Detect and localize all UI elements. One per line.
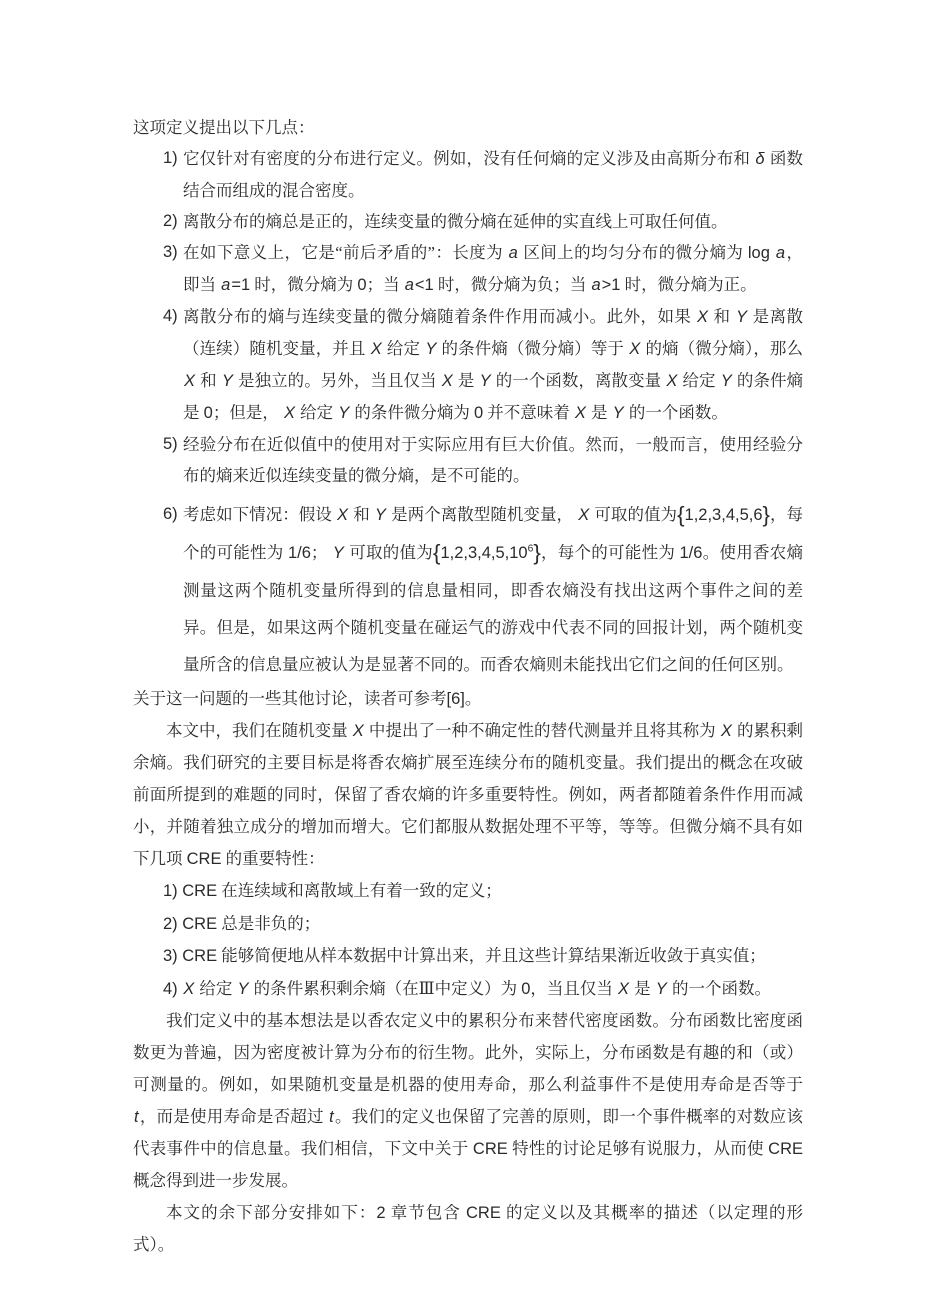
text-run: 的一个函数。 xyxy=(624,403,728,422)
text-run: ，即当 xyxy=(183,243,803,294)
text-run: 在连续域和离散域上有着一致的定义； xyxy=(217,881,502,900)
math-variable: Y xyxy=(655,979,667,998)
text-run: 可取的值为 xyxy=(590,505,678,524)
text-run: <1 xyxy=(414,276,434,294)
text-run: ； xyxy=(310,543,332,562)
text-run: 1,2,3,4,5,10 xyxy=(440,544,528,562)
list-marker: 6) xyxy=(163,505,178,523)
text-run: 2 xyxy=(376,1204,386,1222)
text-run: 本文中，我们在随机变量 xyxy=(166,721,352,740)
math-variable: t xyxy=(134,1108,139,1126)
math-variable: Y xyxy=(479,372,491,390)
text-run: 的条件熵是 xyxy=(183,371,804,422)
math-variable: a xyxy=(221,276,231,294)
list-marker: 4) xyxy=(163,979,183,998)
text-run: 中提出了一种不确定性的替代测量并且将其称为 xyxy=(364,721,720,740)
text-run: 0 xyxy=(203,404,213,422)
text-run: 函数结合而组成的混合密度。 xyxy=(183,149,804,200)
text-run: 。 xyxy=(464,689,482,708)
text-run: 0 xyxy=(521,979,531,998)
text-run: 经验分布在近似值中的使用对于实际应用有巨大价值。然而，一般而言，使用经验分布的熵来近似连续变量的微分熵，是不可能的。 xyxy=(183,435,803,485)
math-variable: X xyxy=(574,404,586,422)
paragraph xyxy=(133,683,803,715)
text-run: 的一个函数，离散变量 xyxy=(491,371,666,390)
text-run: >1 xyxy=(601,276,621,294)
text-run: 能够简便地从样本数据中计算出来，并且这些计算结果渐近收敛于真实值； xyxy=(217,946,766,965)
text-run: 的条件累积剩余熵（在Ⅲ中定义）为 xyxy=(249,978,522,998)
list-item xyxy=(133,206,803,237)
text-run: 给定 xyxy=(382,339,425,358)
text-run: ，当且仅当 xyxy=(530,978,618,998)
paragraph xyxy=(133,715,803,875)
text-run: 的一个函数。 xyxy=(667,978,771,998)
list-item xyxy=(133,301,803,429)
text-run: CRE xyxy=(768,1140,804,1158)
list-item xyxy=(133,940,803,973)
list-item xyxy=(133,496,803,683)
list-marker: 5) xyxy=(163,435,178,453)
text-run: 时，微分熵为负；当 xyxy=(433,275,591,294)
math-variable: δ xyxy=(755,150,765,168)
text-run: 。使用香农熵测量这两个随机变量所得到的信息量相同，即香农熵没有找出这两个事件之间的差异。但是，如果这两个随机变量在碰运气的游戏中代表不同的回报计划，两个随机变量所含的信息量应被认为是显著不同的。而香农熵则未能找出它们之间的任何区别。 xyxy=(183,543,804,674)
list-item xyxy=(133,143,803,206)
math-variable: X xyxy=(337,506,349,524)
list-marker: 4) xyxy=(163,307,178,325)
list-item xyxy=(133,973,803,1006)
text-run: 关于这一问题的一些其他讨论，读者可参考 xyxy=(133,689,447,708)
text-run: 区间上的均匀分布的微分熵为 xyxy=(518,243,748,262)
paragraph xyxy=(133,112,803,143)
text-run: 0 xyxy=(357,276,367,294)
text-run: 我们定义中的基本想法是以香农定义中的累积分布来替代密度函数。分布函数比密度函数更为普遍，因为密度被计算为分布的衍生物。此外，实际上，分布函数是有趣的和（或）可测量的。例如，如果随机变量是机器的使用寿命，那么利益事件不是使用寿命是否等于 xyxy=(133,1011,803,1094)
text-run: 1/6 xyxy=(679,544,703,562)
text-run: 离散分布的熵总是正的，连续变量的微分熵在延伸的实直线上可取任何值。 xyxy=(183,212,728,231)
text-run: 和 xyxy=(196,371,221,390)
text-run: 给定 xyxy=(295,403,338,422)
document-content xyxy=(133,112,803,1261)
text-run: 6 xyxy=(527,543,534,555)
text-run: 并不意味着 xyxy=(483,403,574,422)
math-variable: Y xyxy=(338,404,350,422)
text-run: 是两个离散型随机变量， xyxy=(386,505,578,524)
math-variable: a xyxy=(775,244,786,262)
list-marker: 3) xyxy=(163,947,183,965)
math-variable: X xyxy=(696,308,708,326)
math-variable: X xyxy=(720,722,732,740)
text-run: 时，微分熵为 xyxy=(250,275,358,294)
text-run: CRE xyxy=(466,1204,501,1222)
text-run: log xyxy=(747,244,775,262)
math-variable: Y xyxy=(221,372,233,390)
math-variable: Y xyxy=(720,372,732,390)
text-run: 和 xyxy=(349,505,374,524)
text-run: 。我们的定义也保留了完善的原则，即一个事件概率的对数应该代表事件中的信息量。我们相信，下文中关于 xyxy=(133,1107,804,1158)
text-run: 给定 xyxy=(195,978,237,998)
text-run: { xyxy=(677,502,685,528)
text-run: 是独立的。另外，当且仅当 xyxy=(233,371,441,390)
text-run: 这项定义提出以下几点： xyxy=(133,118,315,137)
text-run: CRE xyxy=(472,1140,508,1158)
math-variable: X xyxy=(283,404,295,422)
math-variable: X xyxy=(666,372,678,390)
text-run: [6] xyxy=(446,690,465,708)
text-run: CRE xyxy=(182,914,218,933)
list-item xyxy=(133,908,803,941)
math-variable: a xyxy=(591,276,601,294)
text-run: 时，微分熵为正。 xyxy=(620,275,757,294)
text-run: 概念得到进一步发展。 xyxy=(133,1171,298,1190)
text-run: CRE xyxy=(182,882,218,900)
math-variable: X xyxy=(352,722,364,740)
math-variable: X xyxy=(578,506,590,524)
text-run: 章节包含 xyxy=(385,1203,466,1222)
text-run: 是离散（连续）随机变量，并且 xyxy=(183,307,804,358)
math-variable: X xyxy=(370,340,382,358)
text-run: =1 xyxy=(231,276,251,294)
math-variable: Y xyxy=(612,404,624,422)
text-run: { xyxy=(433,540,441,566)
math-variable: Y xyxy=(374,506,386,524)
text-run: 是 xyxy=(453,371,479,390)
text-run: 在如下意义上，它是“前后矛盾的”：长度为 xyxy=(183,243,508,262)
text-run: 0 xyxy=(473,404,484,422)
text-run: CRE xyxy=(182,947,218,965)
text-run: ；当 xyxy=(366,275,404,294)
math-variable: Y xyxy=(736,308,748,326)
text-run: CRE xyxy=(186,850,222,868)
list-marker: 2) xyxy=(163,212,178,230)
text-run: ，每个的可能性为 xyxy=(183,505,804,562)
text-run: 的条件熵（微分熵）等于 xyxy=(437,339,629,358)
list-marker: 1) xyxy=(163,882,183,900)
math-variable: a xyxy=(508,244,518,262)
text-run: 的熵（微分熵），那么 xyxy=(641,339,804,358)
math-variable: Y xyxy=(332,544,344,562)
text-run: 是 xyxy=(630,978,655,998)
text-run: 的重要特性： xyxy=(221,849,325,868)
text-run: 可取的值为 xyxy=(344,543,434,562)
text-run: } xyxy=(762,502,770,528)
math-variable: X xyxy=(441,372,453,390)
math-variable: X xyxy=(629,340,641,358)
paragraph xyxy=(133,1005,803,1197)
text-run: 1,2,3,4,5,6 xyxy=(684,506,763,524)
list-marker: 1) xyxy=(163,149,178,167)
text-run: 是 xyxy=(586,403,612,422)
math-variable: t xyxy=(329,1108,334,1126)
math-variable: X xyxy=(184,372,196,390)
text-run: 总是非负的； xyxy=(217,913,321,933)
text-run: 给定 xyxy=(678,371,720,390)
list-marker: 2) xyxy=(163,914,183,933)
text-run: ，而是使用寿命是否超过 xyxy=(139,1107,329,1126)
paragraph xyxy=(133,1197,803,1261)
math-variable: X xyxy=(618,979,630,998)
text-run: 考虑如下情况：假设 xyxy=(183,505,337,524)
text-run: ；但是， xyxy=(212,403,283,422)
text-run: 的条件微分熵为 xyxy=(350,403,474,422)
list-item xyxy=(133,875,803,908)
text-run: 本文的余下部分安排如下： xyxy=(166,1203,377,1222)
list-item xyxy=(133,429,803,491)
text-run: 的累积剩余熵。我们研究的主要目标是将香农熵扩展至连续分布的随机变量。我们提出的概念在攻破前面所提到的难题的同时，保留了香农熵的许多重要特性。例如，两者都随着条件作用而减小，并随着独立成分的增加而增大。它们都服从数据处理不平等，等等。但微分熵不具有如下几项 xyxy=(133,721,804,868)
math-variable: a xyxy=(404,276,414,294)
text-run: } xyxy=(533,540,541,566)
list-marker: 3) xyxy=(163,243,178,261)
math-variable: Y xyxy=(237,979,249,998)
text-run: 它仅针对有密度的分布进行定义。例如，没有任何熵的定义涉及由高斯分布和 xyxy=(183,149,755,168)
text-run: ，每个的可能性为 xyxy=(540,543,680,562)
math-variable: Y xyxy=(425,340,437,358)
text-run: 特性的讨论足够有说服力，从而使 xyxy=(507,1139,769,1158)
text-run: 的定义以及其概率的描述（以定理的形式）。 xyxy=(133,1203,803,1254)
text-run: 1/6 xyxy=(287,544,311,562)
list-item xyxy=(133,237,803,301)
text-run: 离散分布的熵与连续变量的微分熵随着条件作用而减小。此外，如果 xyxy=(183,307,696,326)
text-run: 和 xyxy=(708,307,736,326)
math-variable: X xyxy=(183,979,195,998)
